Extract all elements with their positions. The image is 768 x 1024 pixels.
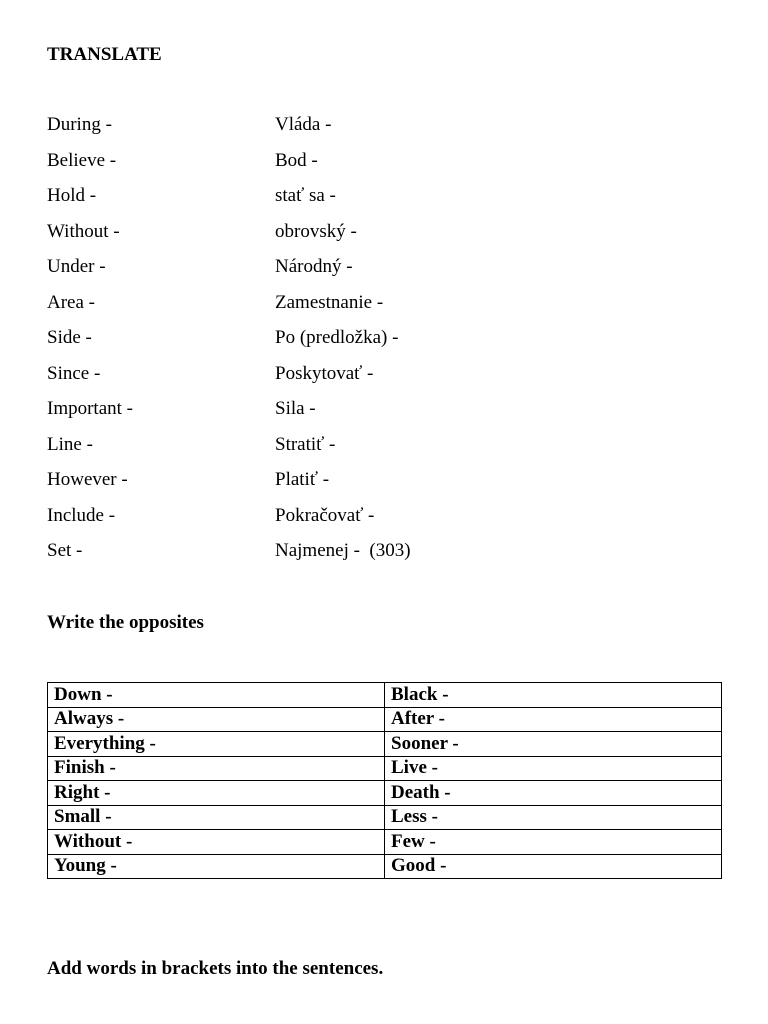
opposite-cell-right: Death -	[385, 781, 722, 806]
opposite-cell-left: Without -	[48, 830, 385, 855]
vocab-slovak: Vláda -	[275, 114, 332, 135]
vocab-slovak: stať sa -	[275, 185, 336, 206]
vocab-slovak: obrovský -	[275, 220, 357, 242]
vocab-slovak: Národný -	[275, 256, 353, 277]
opposite-cell-left: Down -	[48, 683, 385, 708]
vocab-slovak: Poskytovať -	[275, 362, 374, 384]
vocab-english: Include -	[47, 504, 116, 526]
vocab-slovak: Bod -	[275, 149, 318, 171]
opposite-cell-right: Sooner -	[385, 732, 722, 757]
opposites-table	[47, 682, 722, 879]
opposite-cell-right: Less -	[385, 805, 722, 830]
vocab-english: Side -	[47, 327, 92, 348]
table-row	[48, 732, 722, 757]
vocab-english: Without -	[47, 220, 120, 242]
vocab-slovak: Platiť -	[275, 469, 330, 490]
table-row	[48, 854, 722, 879]
opposite-cell-right: Live -	[385, 756, 722, 781]
vocab-slovak: Najmenej - (303)	[275, 540, 411, 561]
add-words-heading: Add words in brackets into the sentences.	[47, 958, 384, 979]
opposite-cell-left: Young -	[48, 854, 385, 879]
vocab-english: Set -	[47, 540, 83, 561]
vocab-row	[47, 469, 527, 505]
vocab-english: Since -	[47, 362, 101, 384]
vocab-slovak: Po (predložka) -	[275, 327, 399, 348]
vocab-english: Area -	[47, 291, 95, 313]
vocab-english: Important -	[47, 398, 134, 419]
table-row	[48, 756, 722, 781]
vocab-english: Hold -	[47, 185, 97, 206]
opposite-cell-left: Small -	[48, 805, 385, 830]
vocab-row	[47, 114, 527, 150]
opposite-cell-right: Good -	[385, 854, 722, 879]
table-row	[48, 805, 722, 830]
vocab-row	[47, 256, 527, 292]
table-row	[48, 683, 722, 708]
table-row	[48, 781, 722, 806]
vocab-row	[47, 398, 527, 434]
vocabulary-list	[47, 114, 527, 576]
vocab-row	[47, 327, 527, 363]
vocab-english: During -	[47, 114, 112, 135]
vocab-slovak: Zamestnanie -	[275, 291, 384, 313]
table-row	[48, 707, 722, 732]
opposite-cell-left: Always -	[48, 707, 385, 732]
vocab-english: Under -	[47, 256, 106, 277]
opposites-heading: Write the opposites	[47, 612, 204, 633]
translate-heading: TRANSLATE	[47, 44, 162, 65]
vocab-english: However -	[47, 469, 128, 490]
vocab-english: Line -	[47, 433, 93, 455]
vocab-english: Believe -	[47, 149, 117, 171]
vocab-row	[47, 540, 527, 576]
opposite-cell-right: Few -	[385, 830, 722, 855]
vocab-row	[47, 292, 527, 328]
opposite-cell-left: Right -	[48, 781, 385, 806]
opposite-cell-left: Finish -	[48, 756, 385, 781]
opposite-cell-left: Everything -	[48, 732, 385, 757]
table-row	[48, 830, 722, 855]
vocab-slovak: Pokračovať -	[275, 504, 375, 526]
vocab-row	[47, 221, 527, 257]
vocab-row	[47, 363, 527, 399]
opposite-cell-right: After -	[385, 707, 722, 732]
vocab-slovak: Sila -	[275, 398, 316, 419]
vocab-row	[47, 150, 527, 186]
vocab-slovak: Stratiť -	[275, 433, 336, 455]
vocab-row	[47, 434, 527, 470]
vocab-row	[47, 505, 527, 541]
vocab-row	[47, 185, 527, 221]
opposite-cell-right: Black -	[385, 683, 722, 708]
